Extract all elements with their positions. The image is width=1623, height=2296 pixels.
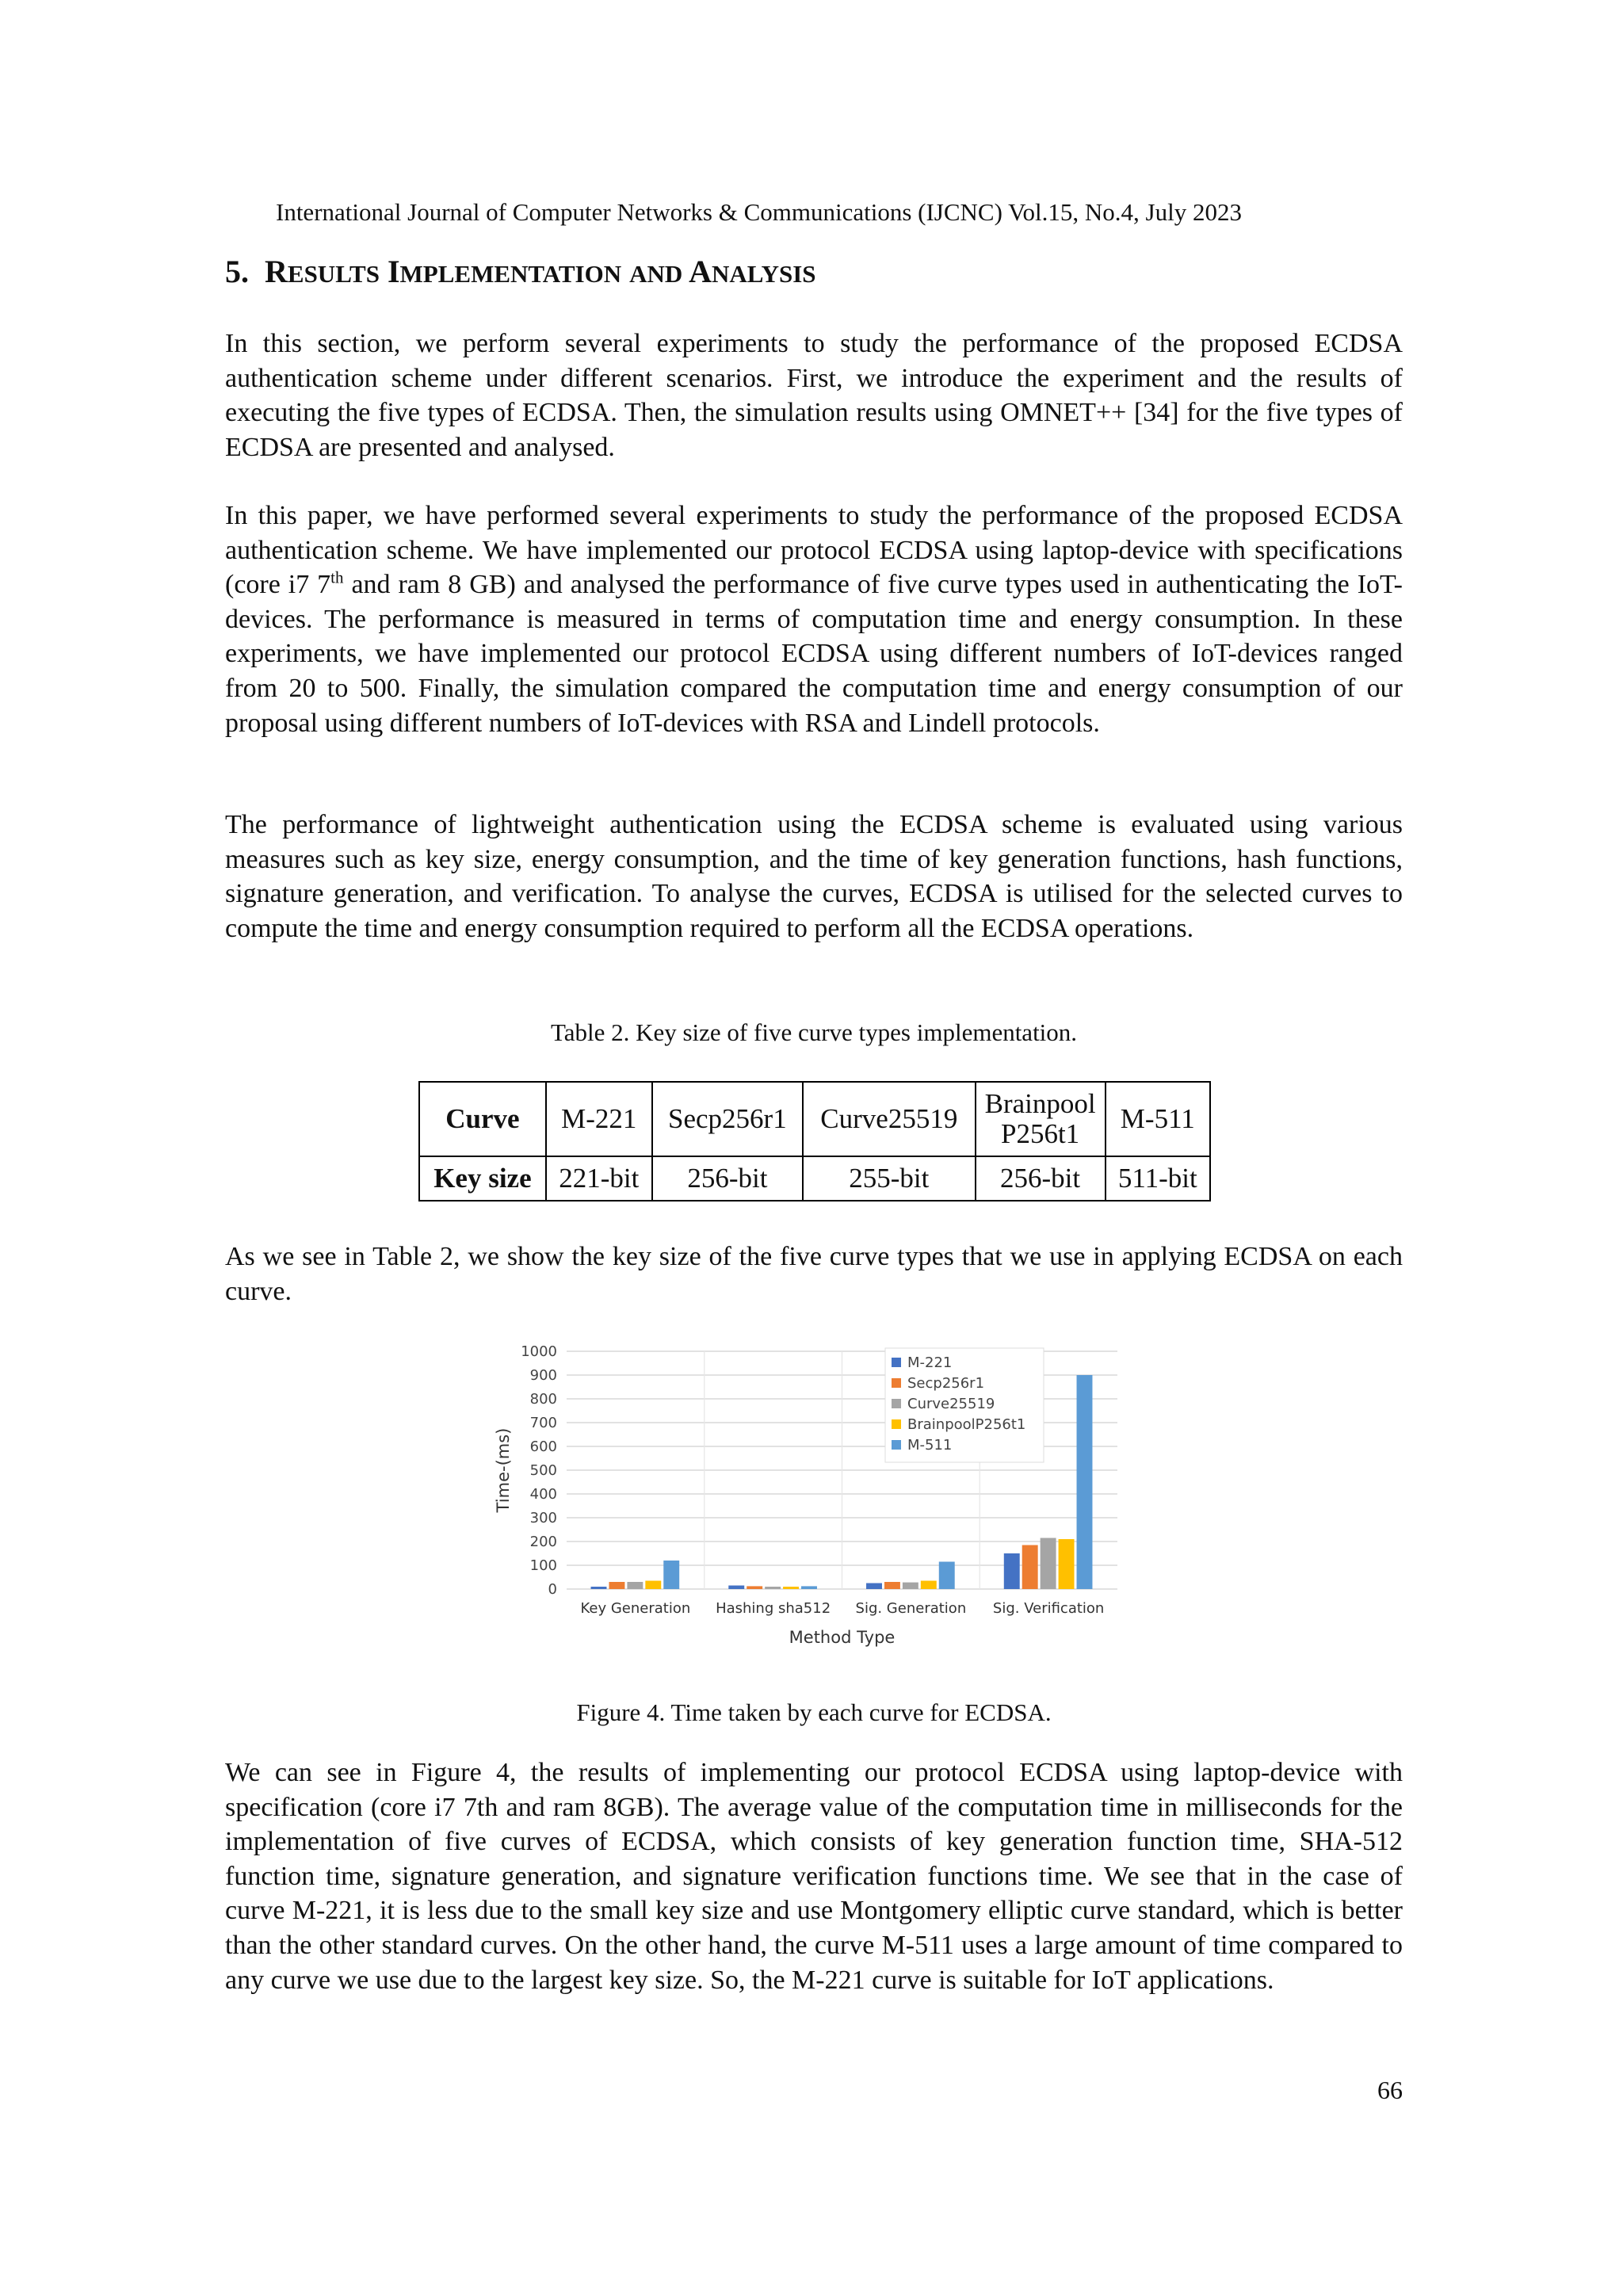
bar bbox=[1041, 1538, 1056, 1590]
section-number: 5. bbox=[225, 254, 249, 289]
bar bbox=[1077, 1375, 1093, 1589]
legend-swatch bbox=[892, 1399, 901, 1408]
bar bbox=[627, 1582, 643, 1589]
legend-swatch bbox=[892, 1378, 901, 1388]
y-tick-label: 400 bbox=[529, 1486, 557, 1503]
y-tick-label: 900 bbox=[529, 1367, 557, 1384]
legend-swatch bbox=[892, 1440, 901, 1450]
table-row bbox=[419, 1082, 1210, 1156]
y-axis-title: Time-(ms) bbox=[494, 1427, 513, 1513]
y-tick-label: 0 bbox=[548, 1581, 557, 1598]
y-tick-label: 1000 bbox=[521, 1343, 557, 1360]
x-tick-label: Sig. Generation bbox=[855, 1600, 967, 1617]
x-axis-title: Method Type bbox=[789, 1628, 896, 1647]
bar bbox=[663, 1561, 679, 1589]
bar bbox=[921, 1581, 937, 1590]
bar bbox=[1022, 1545, 1038, 1590]
page-number: 66 bbox=[1377, 2076, 1403, 2104]
bar bbox=[1059, 1539, 1075, 1589]
legend-label: M-511 bbox=[907, 1437, 953, 1454]
section-title-word: ANALYSIS bbox=[689, 254, 816, 289]
table-cell: M-221 bbox=[546, 1082, 652, 1156]
section-title-word: IMPLEMENTATION bbox=[387, 254, 622, 289]
legend-label: Curve25519 bbox=[907, 1396, 995, 1412]
table-cell: 256-bit bbox=[652, 1156, 803, 1201]
section-title-word: AND bbox=[629, 260, 683, 288]
paragraph-figure-discussion: We can see in Figure 4, the results of implementing our protocol ECDSA using laptop-device with specification (core i7 7th and ram 8GB). The average value of the computation time in milliseconds for the implementation of five curves of ECDSA, which consists of key generation function time, SHA-512 function time, signature generation, and signature verification functions time. We see that in the case of curve M-221, it is less due to the small key size and use Montgomery elliptic curve standard, which is better than the other standard curves. On the other hand, the curve M-511 uses a large amount of time compared to any curve we use due to the largest key size. So, the M-221 curve is suitable for IoT applications. bbox=[225, 1758, 1403, 1995]
x-tick-label: Key Generation bbox=[580, 1600, 691, 1617]
y-tick-label: 200 bbox=[529, 1534, 557, 1550]
superscript-th: th bbox=[330, 567, 344, 587]
table-cell: 511-bit bbox=[1106, 1156, 1210, 1201]
section-title bbox=[225, 252, 816, 294]
legend-label: M-221 bbox=[907, 1354, 953, 1371]
y-tick-label: 100 bbox=[529, 1557, 557, 1574]
bar bbox=[783, 1587, 799, 1589]
table-cell: Brainpool P256t1 bbox=[976, 1082, 1106, 1156]
table-row bbox=[419, 1156, 1210, 1201]
bar bbox=[866, 1584, 882, 1590]
figure-4-chart bbox=[491, 1335, 1133, 1668]
bar bbox=[1004, 1553, 1020, 1589]
bar bbox=[801, 1586, 817, 1589]
legend-swatch bbox=[892, 1358, 901, 1367]
table-cell: 255-bit bbox=[803, 1156, 976, 1201]
y-tick-label: 700 bbox=[529, 1415, 557, 1431]
bar bbox=[747, 1586, 762, 1589]
key-size-table bbox=[418, 1081, 1211, 1201]
table-cell: 256-bit bbox=[976, 1156, 1106, 1201]
figure-caption: Figure 4. Time taken by each curve for ECDSA. bbox=[576, 1698, 1052, 1726]
bar-chart bbox=[491, 1335, 1133, 1668]
y-tick-label: 300 bbox=[529, 1510, 557, 1526]
table-cell: Secp256r1 bbox=[652, 1082, 803, 1156]
y-tick-label: 500 bbox=[529, 1462, 557, 1479]
bar bbox=[591, 1587, 607, 1589]
x-tick-label: Hashing sha512 bbox=[716, 1600, 831, 1617]
paragraph-intro: In this section, we perform several experiments to study the performance of the proposed ECDSA authentication scheme under different scenarios. First, we introduce the experiment and the results of executing the five types of ECDSA. Then, the simulation results using OMNET++ [34] for the five types of ECDSA are presented and analysed. bbox=[225, 329, 1403, 462]
paragraph-table-discussion: As we see in Table 2, we show the key size of the five curve types that we use in applying ECDSA on each curve. bbox=[225, 1242, 1403, 1306]
bar bbox=[609, 1582, 624, 1589]
paragraph-experiments: In this paper, we have performed several experiments to study the performance of the proposed ECDSA authentication scheme. We have implemented our protocol ECDSA using laptop-device with specifications (core i7 7th and ram 8 GB) and analysed the performance of five curve types used in authenticating the IoT-devices. The performance is measured in terms of computation time and energy consumption. In these experiments, we have implemented our protocol ECDSA using different numbers of IoT-devices ranged from 20 to 500. Finally, the simulation compared the computation time and energy consumption of our proposal using different numbers of IoT-devices with RSA and Lindell protocols. bbox=[225, 501, 1403, 738]
running-head: International Journal of Computer Networks & Communications (IJCNC) Vol.15, No.4, July 2023 bbox=[276, 198, 1242, 226]
legend-label: Secp256r1 bbox=[907, 1375, 985, 1392]
y-tick-label: 800 bbox=[529, 1391, 557, 1408]
bar bbox=[765, 1587, 781, 1589]
table-cell: M-511 bbox=[1106, 1082, 1210, 1156]
table-cell: Curve25519 bbox=[803, 1082, 976, 1156]
x-tick-label: Sig. Verification bbox=[992, 1600, 1105, 1617]
bar bbox=[645, 1581, 661, 1590]
bar bbox=[728, 1586, 744, 1590]
table-cell: 221-bit bbox=[546, 1156, 652, 1201]
table-caption: Table 2. Key size of five curve types implementation. bbox=[550, 1018, 1078, 1046]
table-row-header: Key size bbox=[419, 1156, 546, 1201]
bar bbox=[939, 1562, 955, 1590]
legend-swatch bbox=[892, 1419, 901, 1429]
bar bbox=[884, 1582, 900, 1589]
section-title-word: RESULTS bbox=[265, 254, 380, 289]
legend-label: BrainpoolP256t1 bbox=[907, 1416, 1026, 1433]
bar bbox=[903, 1583, 918, 1589]
table-row-header: Curve bbox=[419, 1082, 546, 1156]
y-tick-label: 600 bbox=[529, 1438, 557, 1455]
paragraph-evaluation: The performance of lightweight authentication using the ECDSA scheme is evaluated using various measures such as key size, energy consumption, and the time of key generation functions, hash functions, signature generation, and verification. To analyse the curves, ECDSA is utilised for the selected curves to compute the time and energy consumption required to perform all the ECDSA operations. bbox=[225, 810, 1403, 943]
